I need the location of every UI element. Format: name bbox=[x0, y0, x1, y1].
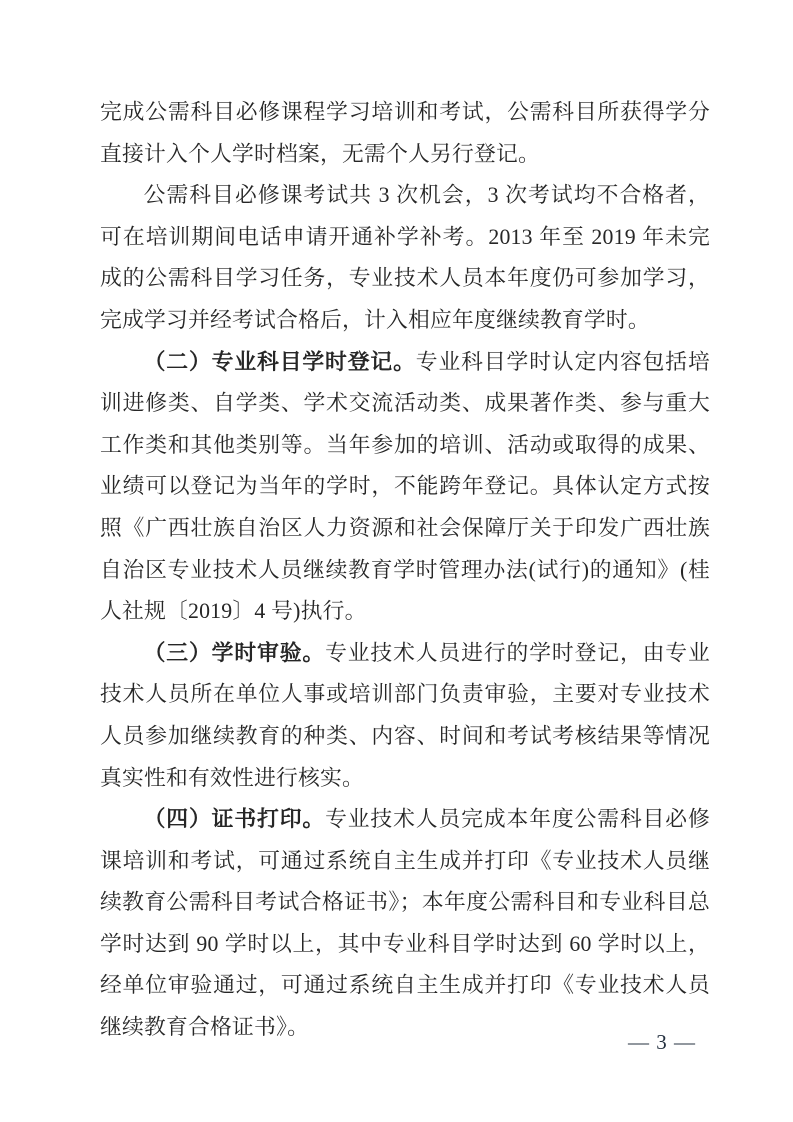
page-number: — 3 — bbox=[628, 1030, 696, 1054]
paragraph-lead: （四）证书打印。 bbox=[143, 807, 326, 832]
paragraph-text: 专业技术人员完成本年度公需科目必修课培训和考试，可通过系统自主生成并打印《专业技术人员继续教育公需科目考试合格证书》；本年度公需科目和专业科目总学时达到 90 学时以上，其中专业科目学时达到 60 学时以上，经单位审验通过，可通过系统自主生成并打印《专业技术人员继续教育合格证书》。 bbox=[100, 807, 710, 1040]
paragraph-text: 专业技术人员进行的学时登记，由专业技术人员所在单位人事或培训部门负责审验，主要对专业技术人员参加继续教育的种类、内容、时间和考试考核结果等情况真实性和有效性进行核实。 bbox=[100, 640, 710, 790]
paragraph bbox=[100, 92, 710, 175]
paragraph-text: 专业科目学时认定内容包括培训进修类、自学类、学术交流活动类、成果著作类、参与重大工作类和其他类别等。当年参加的培训、活动或取得的成果、业绩可以登记为当年的学时，不能跨年登记。具体认定方式按照《广西壮族自治区人力资源和社会保障厅关于印发广西壮族自治区专业技术人员继续教育学时管理办法(试行)的通知》(桂人社规〔2019〕4 号)执行。 bbox=[100, 349, 710, 624]
paragraph-lead: （三）学时审验。 bbox=[143, 640, 326, 665]
paragraph bbox=[100, 799, 710, 1049]
paragraph bbox=[100, 342, 710, 633]
document-body bbox=[100, 92, 710, 1049]
paragraph bbox=[100, 633, 710, 799]
paragraph-lead: （二）专业科目学时登记。 bbox=[143, 349, 416, 374]
paragraph-text: 完成公需科目必修课程学习培训和考试，公需科目所获得学分直接计入个人学时档案，无需个人另行登记。 bbox=[100, 100, 710, 166]
paragraph-text: 公需科目必修课考试共 3 次机会，3 次考试均不合格者，可在培训期间电话申请开通补学补考。2013 年至 2019 年未完成的公需科目学习任务，专业技术人员本年度仍可参加学习，完成学习并经考试合格后，计入相应年度继续教育学时。 bbox=[100, 183, 710, 332]
paragraph bbox=[100, 175, 710, 341]
